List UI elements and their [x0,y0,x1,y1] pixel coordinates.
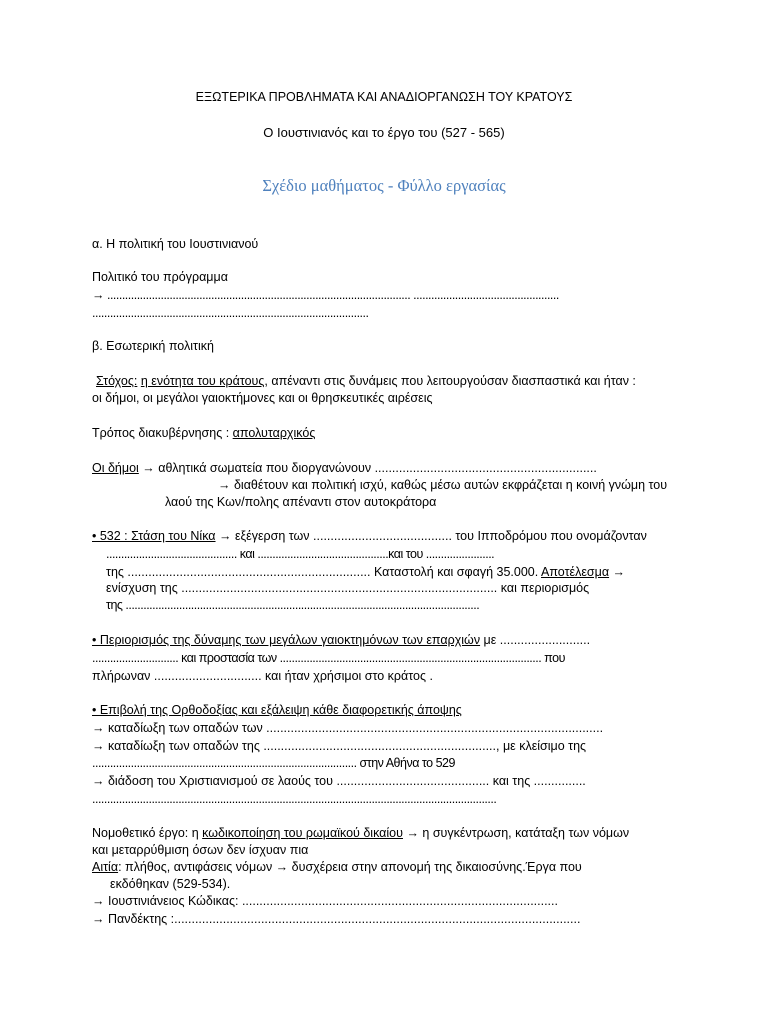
cause-line-2: εκδόθηκαν (529-534). [110,877,231,891]
landowners-bullet: • Περιορισμός της δύναμης των μεγάλων γαιοκτημόνων των επαρχιών [92,633,481,647]
section-b-heading: β. Εσωτερική πολιτική [92,339,214,353]
cause-line-1 [92,859,582,875]
orthodoxy-line-1: → καταδίωξη των οπαδών των ................................................................................................. [92,721,604,735]
governance-value: απολυταρχικός [232,426,316,440]
document-subtitle: Ο Ιουστινιανός και το έργο του (527 - 565) [263,125,505,140]
nika-line-2: ............................................ και ............................................και του ....................... [106,547,495,561]
landowners-rest: με .......................... [480,633,591,647]
program-blank-2: ............................................................................................. [92,306,369,320]
goal-rest: , απέναντι στις δυνάμεις που λειτουργούσαν διασπαστικά και ήταν : [264,374,636,388]
goal-line-2: οι δήμοι, οι μεγάλοι γαιοκτήμονες και οι θρησκευτικές αιρέσεις [92,391,433,405]
nika-line-3a: της ...................................................................... Καταστολή και σφαγή 35.000. [106,565,542,579]
landowners-line-2: ............................. και προστασία των ........................................................................................ που [92,651,565,665]
orthodoxy-line-3: ......................................................................................... στην Αθήνα το 529 [92,756,455,770]
pandects-line: → Πανδέκτης :..................................................................................................................... [92,912,581,926]
nika-line-1 [92,528,647,544]
legislation-line-2: και μεταρρύθμιση όσων δεν ίσχυαν πια [92,843,309,857]
cause-label: Αιτία [92,860,119,874]
program-label: Πολιτικό του πρόγραμμα [92,270,228,284]
nika-result-label: Αποτέλεσμα [541,565,610,579]
nika-rest: → εξέγερση των ........................................ του Ιπποδρόμου που ονομάζονταν [215,529,647,543]
goal-link: η ενότητα του κράτους [140,374,265,388]
lesson-plan-heading: Σχέδιο μαθήματος - Φύλλο εργασίας [262,176,506,195]
goal-line [96,373,636,389]
program-blank-1: → ...................................................................................................... ................................................. [92,288,559,302]
nika-line-3 [106,564,625,580]
landowners-line-3: πλήρωναν ............................... και ήταν χρήσιμοι στο κράτος . [92,669,433,683]
orthodoxy-line-5: ........................................................................................................................................ [92,792,497,806]
governance-line [92,425,315,441]
orthodoxy-line-2: → καταδίωξη των οπαδών της ..................................................................., με κλείσιμο της [92,739,587,753]
nika-bullet: • 532 : Στάση του Νίκα [92,529,216,543]
legislation-rest: → η συγκέντρωση, κατάταξη των νόμων [402,826,630,840]
nika-line-5: της ....................................................................................................................... [106,598,480,612]
landowners-line-1 [92,632,590,648]
orthodoxy-bullet: • Επιβολή της Ορθοδοξίας και εξάλειψη κάθε διαφορετικής άποψης [92,703,462,717]
section-a-heading: α. Η πολιτική του Ιουστινιανού [92,237,259,251]
cause-rest: : πλήθος, αντιφάσεις νόμων → δυσχέρεια στην απονομή της δικαιοσύνης.Έργα που [118,860,582,874]
nika-line-3b: → [609,565,626,579]
legislation-link: κωδικοποίηση του ρωμαϊκού δικαίου [202,826,403,840]
demoi-label: Οι δήμοι [92,461,139,475]
document-title: ΕΞΩΤΕΡΙΚΑ ΠΡΟΒΛΗΜΑΤΑ ΚΑΙ ΑΝΑΔΙΟΡΓΑΝΩΣΗ ΤΟΥ ΚΡΑΤΟΥΣ [195,90,573,104]
demoi-rest: → αθλητικά σωματεία που διοργανώνουν ................................................................ [138,461,597,475]
governance-label: Τρόπος διακυβέρνησης : [92,426,233,440]
nika-line-4: ενίσχυση της ........................................................................................... και περιορισμός [106,581,590,595]
demoi-line [92,460,597,476]
justinian-code-line: → Ιουστινιάνειος Κώδικας: ........................................................................................... [92,894,558,908]
demoi-line-2: → διαθέτουν και πολιτική ισχύ, καθώς μέσω αυτών εκφράζεται η κοινή γνώμη του [218,478,668,492]
legislation-label: Νομοθετικό έργο: η [92,826,203,840]
legislation-line-1 [92,825,629,841]
goal-label: Στόχος: [96,374,138,388]
demoi-line-3: λαού της Κων/πολης απέναντι στον αυτοκράτορα [165,495,437,509]
orthodoxy-line-4: → διάδοση του Χριστιανισμού σε λαούς του ............................................ και της ............... [92,774,586,788]
